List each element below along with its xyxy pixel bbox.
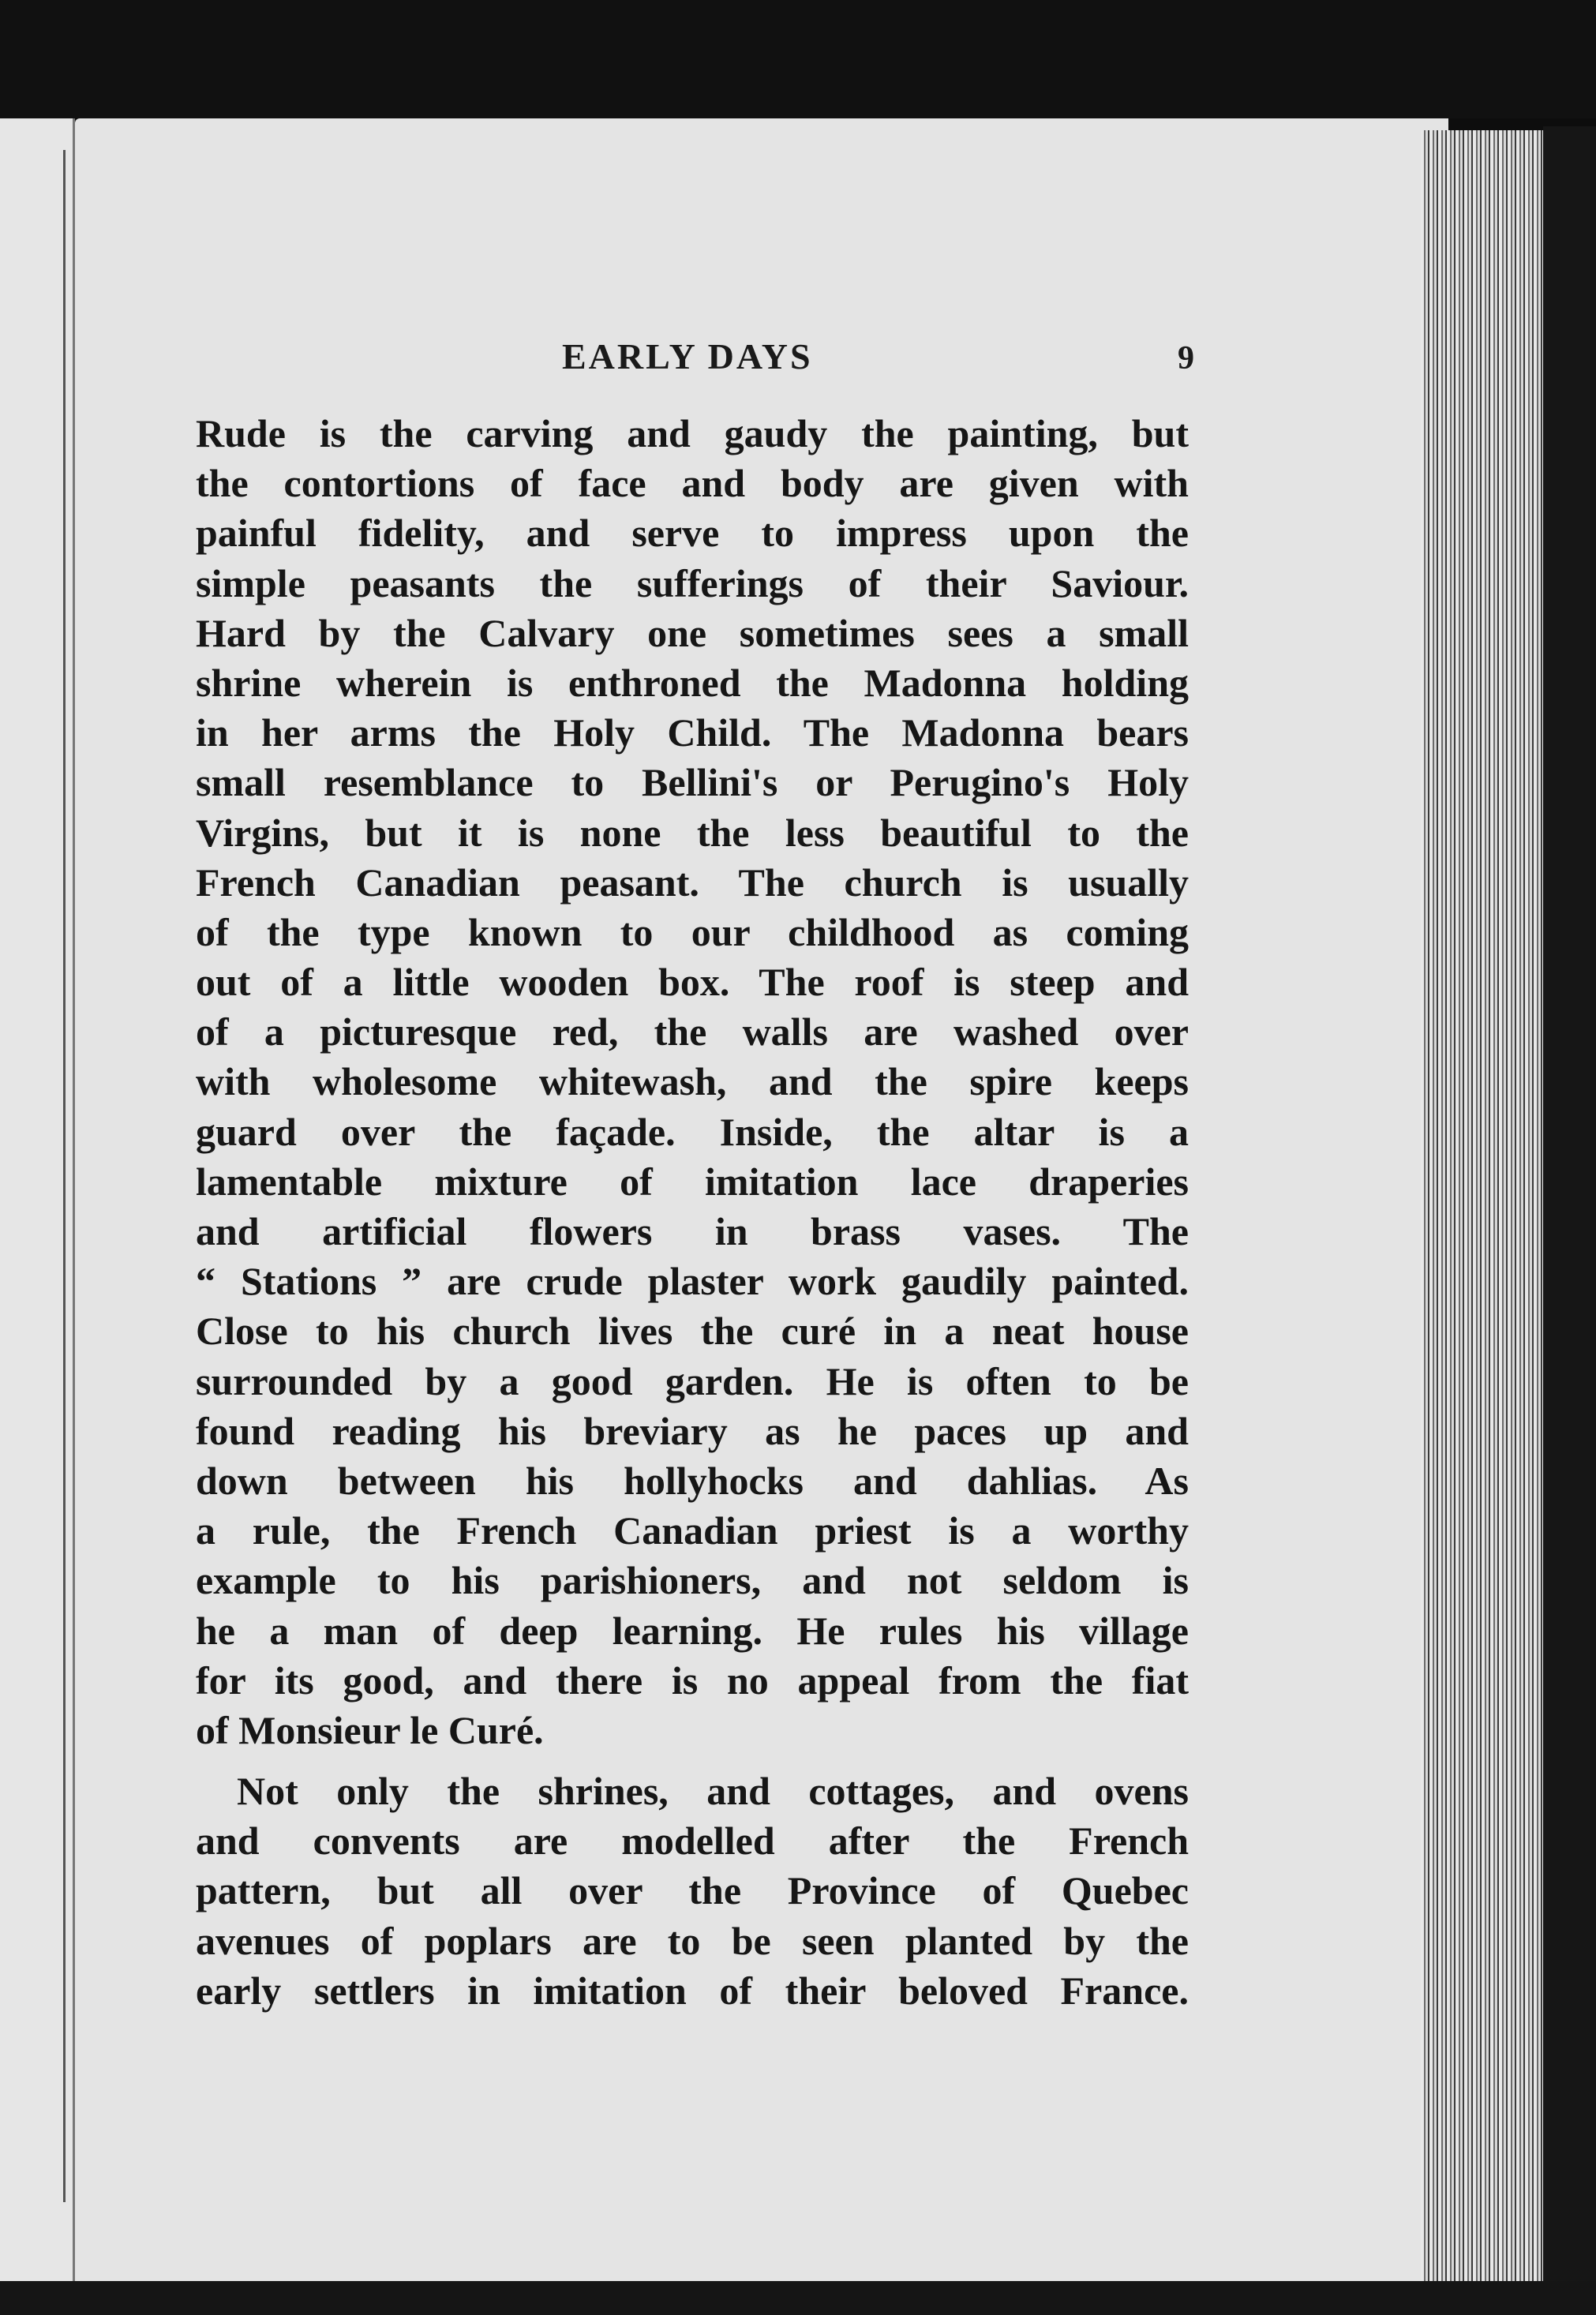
- text-line: surrounded by a good garden. He is often to be: [196, 1358, 1189, 1403]
- text-line: pattern, but all over the Province of Quebec: [196, 1868, 1189, 1913]
- text-line: of a picturesque red, the walls are washed over: [196, 1010, 1189, 1054]
- text-line: and convents are modelled after the French: [196, 1819, 1189, 1864]
- text-line: “ Stations ” are crude plaster work gaudily painted.: [196, 1259, 1189, 1304]
- text-line: Close to his church lives the curé in a neat house: [196, 1309, 1189, 1354]
- text-line: with wholesome whitewash, and the spire keeps: [196, 1059, 1189, 1104]
- text-line: shrine wherein is enthroned the Madonna holding: [196, 660, 1189, 705]
- text-line: the contortions of face and body are given with: [196, 461, 1189, 506]
- text-line: out of a little wooden box. The roof is steep and: [196, 960, 1189, 1005]
- text-line: of Monsieur le Curé.: [196, 1707, 544, 1752]
- text-line: lamentable mixture of imitation lace draperies: [196, 1159, 1189, 1204]
- page-stack-edges: [1421, 130, 1547, 2293]
- text-line: early settlers in imitation of their beloved France.: [196, 1968, 1189, 2013]
- text-line: Not only the shrines, and cottages, and ovens: [237, 1769, 1189, 1814]
- scanner-right-band: [1543, 126, 1596, 2315]
- text-line: of the type known to our childhood as coming: [196, 909, 1189, 954]
- facing-page-edge: [0, 118, 75, 2281]
- paragraph-1: [196, 409, 1189, 1755]
- text-line: down between his hollyhocks and dahlias. As: [196, 1458, 1189, 1503]
- page-number: 9: [1178, 340, 1194, 376]
- text-line: for its good, and there is no appeal from the fiat: [196, 1658, 1189, 1703]
- gutter-line: [63, 150, 66, 2202]
- scanner-top-band: [0, 0, 1596, 118]
- text-line: and artificial flowers in brass vases. The: [196, 1209, 1189, 1253]
- text-line: avenues of poplars are to be seen planted by the: [196, 1918, 1189, 1963]
- text-line: simple peasants the sufferings of their Saviour.: [196, 560, 1189, 605]
- text-line: he a man of deep learning. He rules his village: [196, 1608, 1189, 1653]
- body-text: [196, 409, 1189, 2016]
- paragraph-2: [196, 1766, 1189, 2016]
- text-line: a rule, the French Canadian priest is a worthy: [196, 1508, 1189, 1553]
- text-line: Rude is the carving and gaudy the painting, but: [196, 411, 1189, 455]
- text-line: found reading his breviary as he paces up and: [196, 1408, 1189, 1453]
- scanner-bottom-band: [0, 2281, 1596, 2315]
- text-line: painful fidelity, and serve to impress upon the: [196, 511, 1189, 556]
- text-line: French Canadian peasant. The church is usually: [196, 860, 1189, 905]
- text-line: Hard by the Calvary one sometimes sees a small: [196, 610, 1189, 655]
- paragraph-gap: [196, 1755, 1189, 1766]
- text-line: guard over the façade. Inside, the altar is a: [196, 1109, 1189, 1154]
- text-line: in her arms the Holy Child. The Madonna bears: [196, 710, 1189, 755]
- text-line: Virgins, but it is none the less beautiful to the: [196, 810, 1189, 855]
- text-line: example to his parishioners, and not seldom is: [196, 1558, 1189, 1603]
- text-line: small resemblance to Bellini's or Perugino's Holy: [196, 760, 1189, 805]
- running-head: EARLY DAYS: [562, 336, 813, 376]
